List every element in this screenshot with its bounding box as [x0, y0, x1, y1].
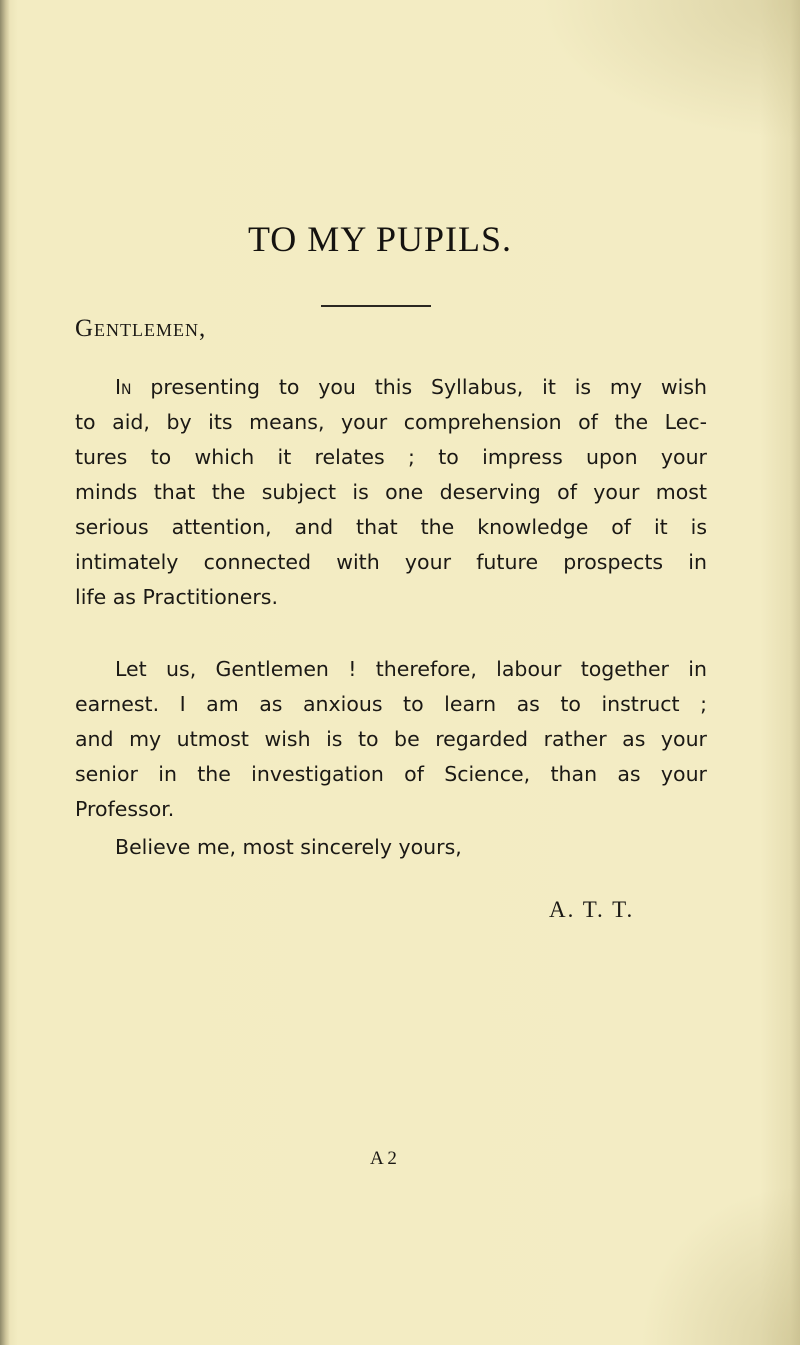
paragraph-2 [75, 652, 707, 827]
paragraph-2-line: earnest. I am as anxious to learn as to instruct ; [75, 692, 707, 716]
paragraph-2-line: Let us, Gentlemen ! therefore, labour together in [115, 657, 707, 681]
lead-word: In [115, 375, 132, 399]
paragraph-2-line: and my utmost wish is to be regarded rather as your [75, 727, 707, 751]
paragraph-1-line: tures to which it relates ; to impress upon your [75, 445, 707, 469]
paragraph-1-line: to aid, by its means, your comprehension of the Lec- [75, 410, 707, 434]
paragraph-1-line: intimately connected with your future prospects in [75, 550, 707, 574]
paragraph-1 [75, 370, 707, 615]
paragraph-1-line [75, 370, 707, 405]
page-title: TO MY PUPILS. [247, 219, 513, 259]
paragraph-1-line: life as Practitioners. [75, 585, 278, 609]
signature-initials: A. T. T. [549, 897, 635, 922]
paragraph-1-line: minds that the subject is one deserving of your most [75, 480, 707, 504]
title-rule-divider [321, 305, 431, 307]
paragraph-1-line: serious attention, and that the knowledge of it is [75, 515, 707, 539]
page-stain-bottom [640, 1185, 800, 1345]
line-text: presenting to you this Syllabus, it is my wish [150, 375, 707, 399]
paragraph-2-line: senior in the investigation of Science, than as your [75, 762, 707, 786]
signature-mark: A 2 [370, 1148, 397, 1169]
closing-line: Believe me, most sincerely yours, [115, 835, 462, 859]
page-stain-top [540, 0, 800, 140]
page-binding-edge [0, 0, 10, 1345]
salutation: Gentlemen, [75, 315, 207, 342]
paragraph-2-line: Professor. [75, 797, 175, 821]
